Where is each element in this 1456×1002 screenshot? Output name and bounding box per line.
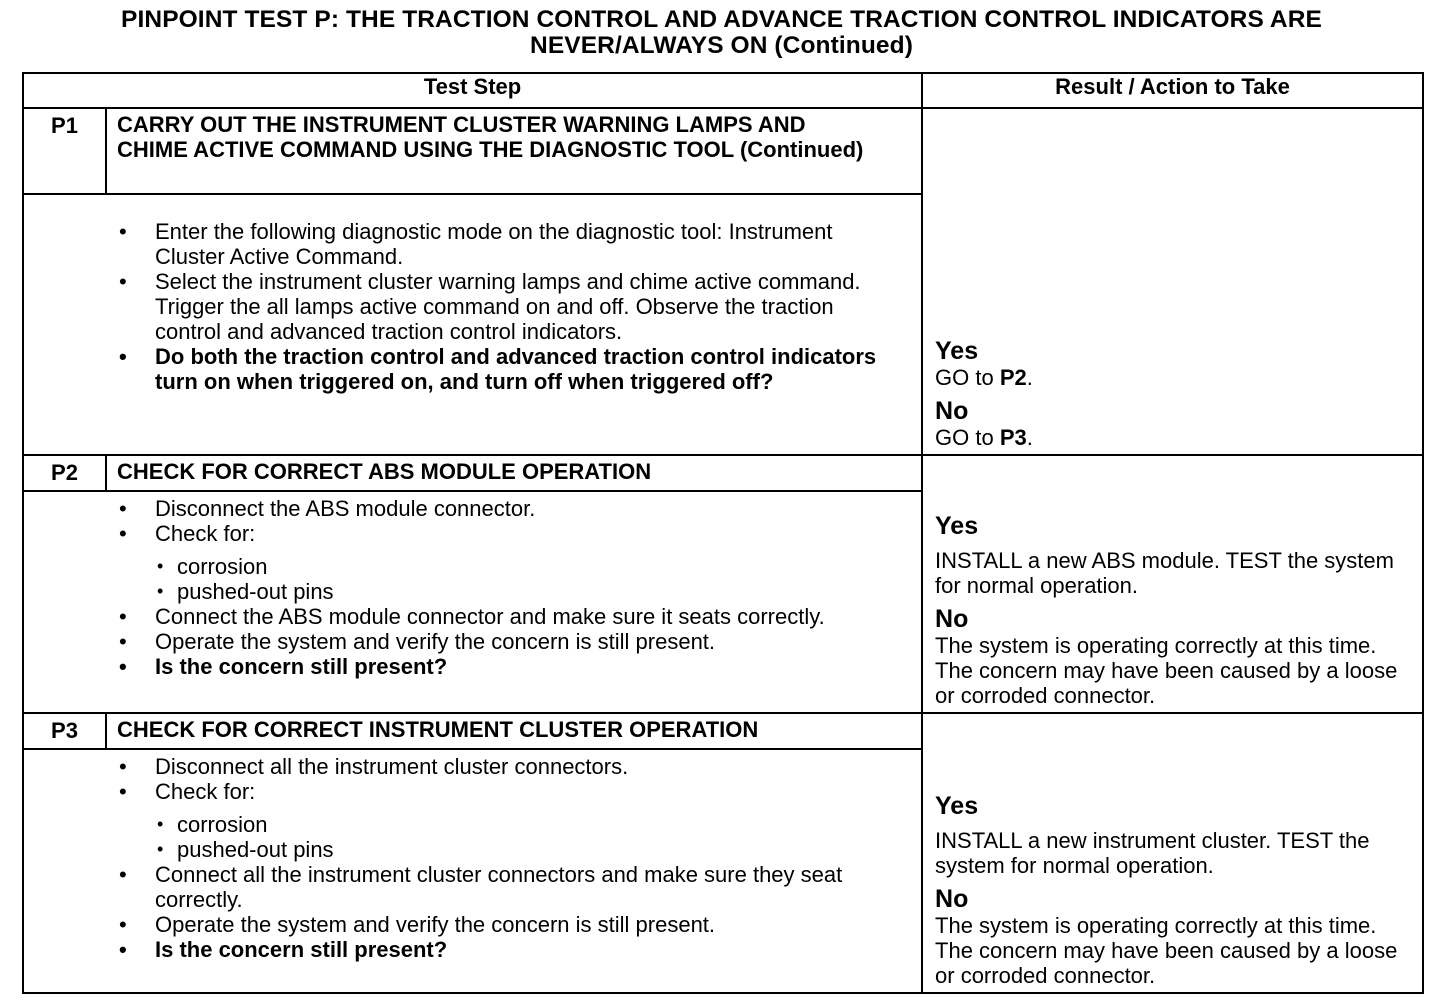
step-p1-result [922, 108, 1423, 455]
result-yes-label: Yes [935, 792, 979, 820]
list-item: • Select the instrument cluster warning lamps and chime active command. Trigger the all lamps active command on and off. Observe the traction control and advanced traction control indicators. [24, 269, 884, 344]
step-p2-result [922, 455, 1423, 713]
list-item: • Operate the system and verify the concern is still present. [24, 912, 884, 937]
result-yes-label: Yes [935, 337, 979, 365]
list-item: • Is the concern still present? [24, 937, 884, 962]
pinpoint-test-table [22, 72, 1424, 994]
title-line-2: NEVER/ALWAYS ON (Continued) [530, 32, 913, 59]
step-id: P2 [23, 455, 106, 491]
list-item: • Disconnect all the instrument cluster connectors. [24, 754, 884, 779]
step-p1-heading-row [23, 108, 1423, 194]
result-no-text: GO to P3. [935, 425, 1033, 450]
list-item: • Do both the traction control and advanced traction control indicators turn on when triggered on, and turn off when triggered off? [24, 344, 884, 394]
result-yes-text: INSTALL a new ABS module. TEST the system for normal operation. [935, 548, 1394, 598]
result-yes-text: INSTALL a new instrument cluster. TEST the system for normal operation. [935, 828, 1370, 878]
sub-list [24, 812, 921, 862]
sub-list-item: • pushed-out pins [24, 579, 921, 604]
step-p3-heading-row [23, 713, 1423, 749]
step-instructions [23, 749, 922, 993]
list-item: • Disconnect the ABS module connector. [24, 496, 884, 521]
list-item: • Check for: [24, 521, 884, 546]
result-yes-target: P2 [999, 365, 1027, 390]
step-heading: CHECK FOR CORRECT INSTRUMENT CLUSTER OPERATION [106, 713, 922, 749]
list-item: • Operate the system and verify the concern is still present. [24, 629, 884, 654]
list-item: • Check for: [24, 779, 884, 804]
step-heading [106, 108, 922, 194]
title-line-1: PINPOINT TEST P: THE TRACTION CONTROL AND ADVANCE TRACTION CONTROL INDICATORS ARE [121, 6, 1322, 33]
result-no-label: No [935, 605, 969, 633]
sub-list-item: • corrosion [24, 554, 921, 579]
result-no-text: The system is operating correctly at this time. The concern may have been caused by a loose or corroded connector. [935, 633, 1398, 708]
step-id: P1 [23, 108, 106, 194]
step-heading-text: CARRY OUT THE INSTRUMENT CLUSTER WARNING LAMPS AND CHIME ACTIVE COMMAND USING THE DIAGNOSTIC TOOL (Continued) [117, 112, 864, 162]
result-yes-label: Yes [935, 512, 979, 540]
header-test-step: Test Step [23, 73, 922, 108]
page-title [0, 7, 1443, 59]
header-result: Result / Action to Take [922, 73, 1423, 108]
result-no-label: No [935, 397, 969, 425]
step-p2-heading-row [23, 455, 1423, 491]
list-item: • Enter the following diagnostic mode on the diagnostic tool: Instrument Cluster Active Command. [24, 219, 884, 269]
table-header-row [23, 73, 1423, 108]
step-instructions [23, 194, 922, 455]
sub-list-item: • corrosion [24, 812, 921, 837]
step-instructions [23, 491, 922, 713]
list-item: • Connect the ABS module connector and make sure it seats correctly. [24, 604, 884, 629]
step-heading: CHECK FOR CORRECT ABS MODULE OPERATION [106, 455, 922, 491]
result-yes-text: GO to P2. [935, 365, 1033, 390]
result-no-label: No [935, 885, 969, 913]
sub-list [24, 554, 921, 604]
step-p3-result [922, 713, 1423, 993]
list-item: • Connect all the instrument cluster connectors and make sure they seat correctly. [24, 862, 884, 912]
sub-list-item: • pushed-out pins [24, 837, 921, 862]
list-item: • Is the concern still present? [24, 654, 884, 679]
result-no-text: The system is operating correctly at this time. The concern may have been caused by a loose or corroded connector. [935, 913, 1398, 988]
result-no-target: P3 [999, 425, 1027, 450]
step-id: P3 [23, 713, 106, 749]
